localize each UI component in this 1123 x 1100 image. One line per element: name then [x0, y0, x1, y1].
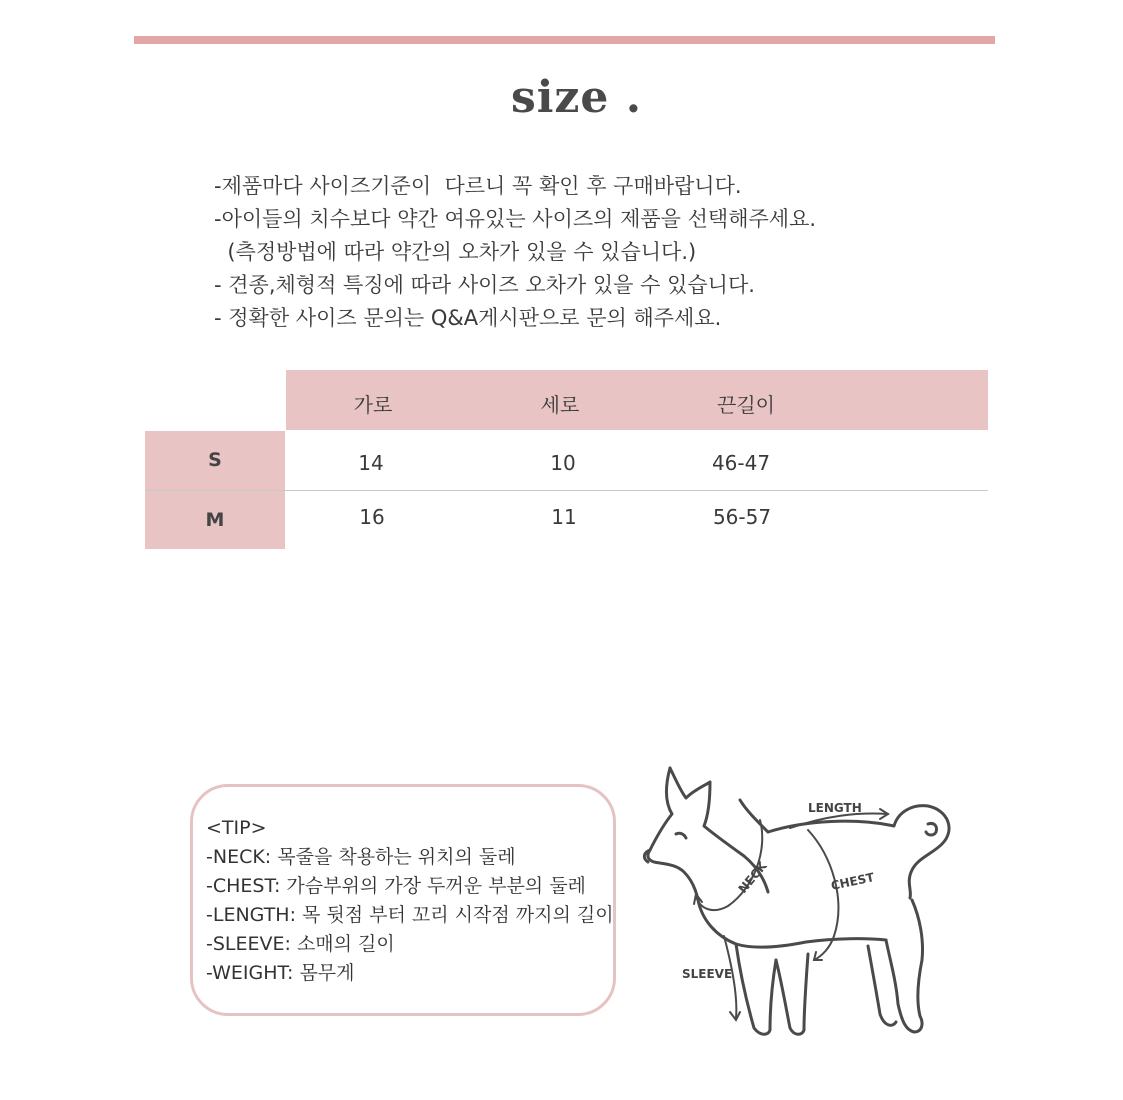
table-cell: 16 — [359, 505, 385, 529]
tip-line: <TIP> — [206, 817, 267, 839]
top-accent-bar — [134, 36, 995, 44]
tip-line: -WEIGHT: 몸무게 — [206, 962, 355, 984]
dog-outline-icon — [644, 768, 949, 1034]
length-label: LENGTH — [808, 801, 862, 815]
row-label-s: S — [145, 431, 285, 490]
tip-line: -CHEST: 가슴부위의 가장 두꺼운 부분의 둘레 — [206, 875, 586, 897]
note-line: -아이들의 치수보다 약간 여유있는 사이즈의 제품을 선택해주세요. — [214, 207, 817, 231]
tip-line: -LENGTH: 목 뒷점 부터 꼬리 시작점 까지의 길이 — [206, 904, 614, 926]
note-line: - 견종,체형적 특징에 따라 사이즈 오차가 있을 수 있습니다. — [214, 273, 755, 297]
tip-text — [206, 814, 614, 988]
column-header-width: 가로 — [353, 393, 393, 417]
note-line: (측정방법에 따라 약간의 오차가 있을 수 있습니다.) — [214, 240, 697, 264]
note-line: - 정확한 사이즈 문의는 Q&A게시판으로 문의 해주세요. — [214, 306, 722, 330]
size-notes — [214, 170, 974, 335]
column-header-height: 세로 — [540, 393, 580, 417]
tip-line: -NECK: 목줄을 착용하는 위치의 둘레 — [206, 846, 516, 868]
table-cell: 10 — [550, 451, 576, 475]
column-header-strap-length: 끈길이 — [717, 393, 775, 417]
chest-label: CHEST — [829, 870, 876, 893]
note-line: -제품마다 사이즈기준이 다르니 꼭 확인 후 구매바랍니다. — [214, 174, 742, 198]
page-title: size . — [510, 72, 643, 123]
neck-label: NECK — [735, 859, 770, 896]
table-cell: 11 — [551, 505, 577, 529]
row-label-m: M — [145, 491, 285, 549]
tip-line: -SLEEVE: 소매의 길이 — [206, 933, 395, 955]
dog-measurement-diagram — [636, 760, 966, 1050]
table-cell: 56-57 — [712, 505, 772, 529]
sleeve-arrowhead-icon — [730, 1012, 740, 1020]
sleeve-label: SLEEVE — [682, 967, 733, 981]
table-cell: 46-47 — [711, 451, 771, 475]
table-cell: 14 — [358, 451, 384, 475]
